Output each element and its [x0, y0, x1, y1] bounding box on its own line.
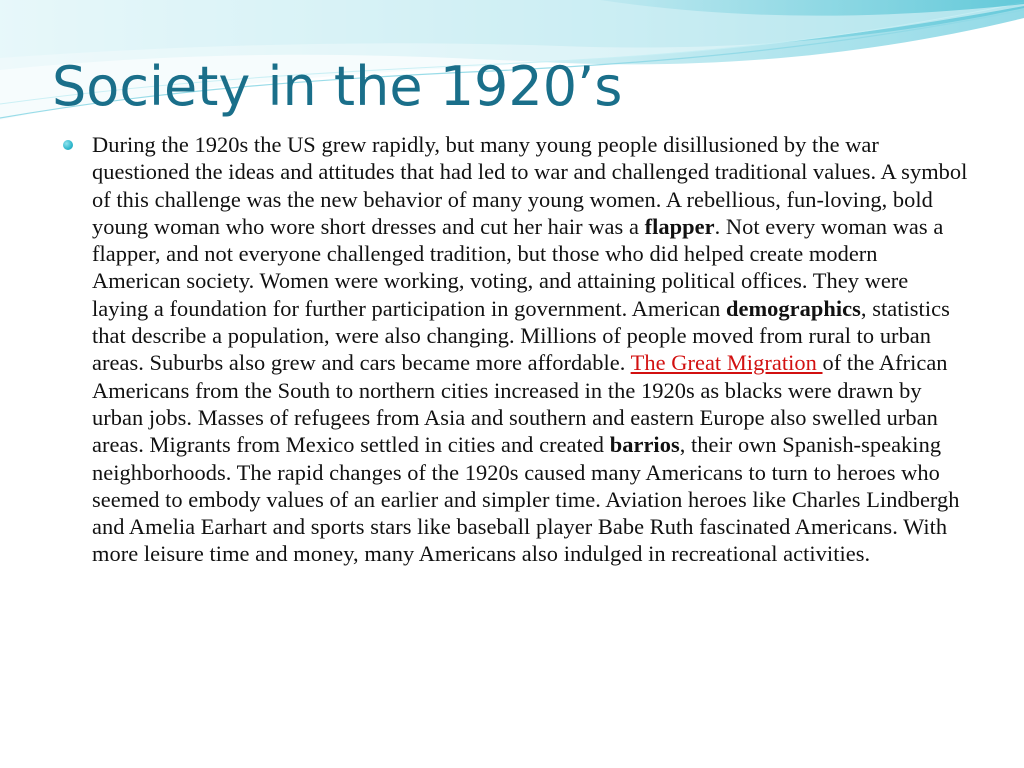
- bullet-list: [63, 131, 969, 568]
- slide-title: Society in the 1920’s: [52, 55, 623, 118]
- body-text-segment-5: , their own Spanish-speaking neighborhoods. The rapid changes of the 1920s caused many Americans to turn to heroes who seemed to embody values of an earlier and simpler time. Aviation heroes like Charles Lindbergh and Amelia Earhart and sports stars like baseball player Babe Ruth fascinated Americans. With more leisure time and money, many Americans also indulged in recreational activities.: [92, 432, 960, 567]
- bullet-dot-icon: [63, 140, 73, 150]
- term-demographics: demographics: [725, 295, 861, 321]
- bullet-paragraph: [92, 131, 969, 568]
- term-barrios: barrios: [609, 432, 680, 458]
- body-text-segment-3: , statistics that describe a population, were also changing. Millions of people moved from rural to urban areas. Suburbs also grew and cars became more affordable.: [92, 295, 950, 376]
- great-migration-link[interactable]: The Great Migration: [630, 350, 823, 376]
- body-text-segment-1: During the 1920s the US grew rapidly, but many young people disillusioned by the war questioned the ideas and attitudes that had led to war and challenged traditional values. A symbol of this challenge was the new behavior of many young women. A rebellious, fun-loving, bold young woman who wore short dresses and cut her hair was a: [92, 132, 968, 239]
- body-text-segment-4: of the African Americans from the South to northern cities increased in the 1920s as blacks were drawn by urban jobs. Masses of refugees from Asia and southern and eastern Europe also swelled urban areas. Migrants from Mexico settled in cities and created: [92, 350, 948, 458]
- body-text-segment-2: . Not every woman was a flapper, and not everyone challenged tradition, but those who did helped create modern American society. Women were working, voting, and attaining political offices. They were laying a foundation for further participation in government. American: [92, 213, 944, 321]
- term-flapper: flapper: [644, 213, 715, 239]
